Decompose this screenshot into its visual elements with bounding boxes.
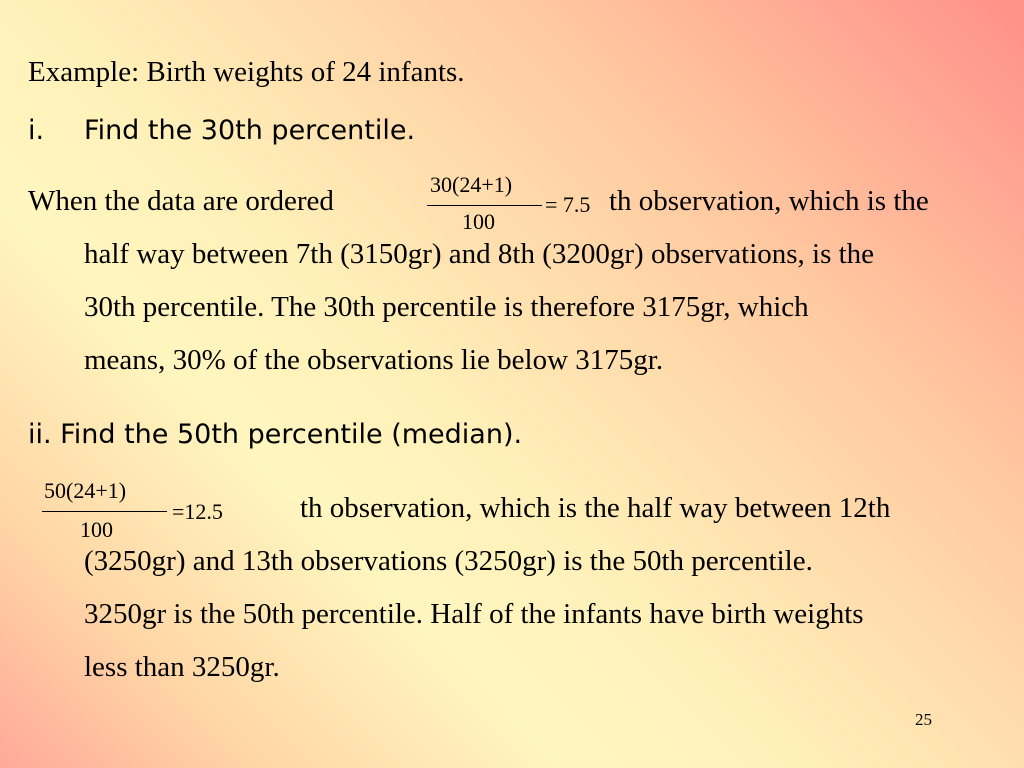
section1-intro: When the data are ordered	[28, 185, 334, 217]
formula-50th-fraction-bar	[42, 511, 167, 512]
section2-heading: ii. Find the 50th percentile (median).	[28, 419, 523, 450]
section2-line1-tail: th observation, which is the half way between 12th	[300, 492, 891, 524]
formula-50th-numerator: 50(24+1)	[44, 478, 127, 503]
formula-50th	[40, 478, 260, 548]
page-number: 25	[915, 710, 932, 729]
formula-30th-result: = 7.5	[545, 192, 591, 217]
list-marker-i: i.	[28, 115, 45, 146]
formula-30th-denominator: 100	[462, 209, 495, 234]
section1-line2: half way between 7th (3150gr) and 8th (3200gr) observations, is the	[84, 238, 875, 270]
section2-line4: less than 3250gr.	[84, 651, 280, 683]
section1-line3: 30th percentile. The 30th percentile is therefore 3175gr, which	[84, 291, 809, 323]
formula-30th-fraction-bar	[427, 205, 542, 206]
slide-title: Example: Birth weights of 24 infants.	[28, 56, 465, 88]
section1-line1-tail: th observation, which is the	[609, 185, 929, 217]
section1-heading: Find the 30th percentile.	[84, 115, 416, 146]
section1-line4: means, 30% of the observations lie below 3175gr.	[84, 344, 664, 376]
formula-50th-result: =12.5	[172, 499, 223, 524]
formula-30th	[425, 172, 615, 242]
section2-line2: (3250gr) and 13th observations (3250gr) is the 50th percentile.	[84, 545, 813, 577]
formula-30th-numerator: 30(24+1)	[430, 172, 513, 197]
section2-line3: 3250gr is the 50th percentile. Half of the infants have birth weights	[84, 598, 864, 630]
formula-50th-denominator: 100	[80, 517, 113, 542]
